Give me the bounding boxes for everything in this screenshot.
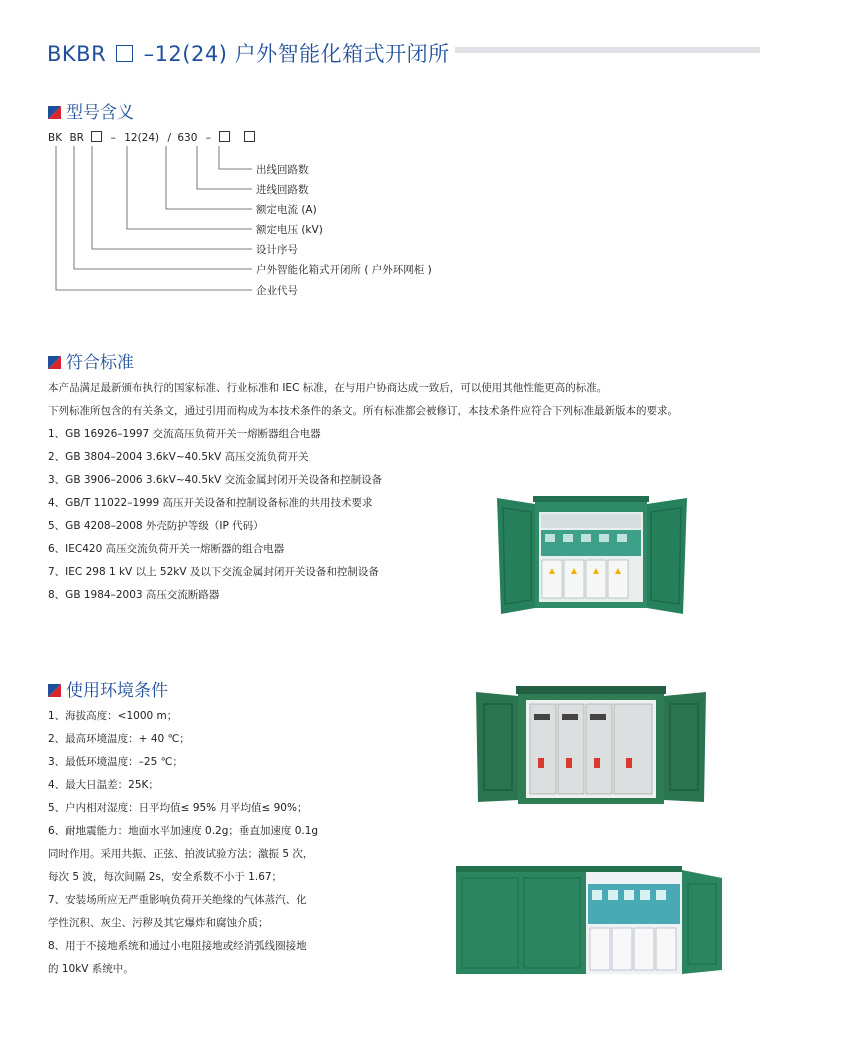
- standard-item: 7、IEC 298 1 kV 以上 52kV 及以下交流金属封闭开关设备和控制设备: [48, 566, 379, 578]
- standards-intro: 本产品满足最新颁布执行的国家标准、行业标准和 IEC 标准，在与用户协商达成一致后，可以使用其他性能更高的标准。: [48, 382, 608, 394]
- section-flag-icon: [48, 684, 61, 697]
- cabinet-photo-long: [456, 866, 724, 976]
- standard-item: 3、GB 3906–2006 3.6kV~40.5kV 交流金属封闭开关设备和控制设备: [48, 474, 383, 486]
- standard-item: 2、GB 3804–2004 3.6kV~40.5kV 高压交流负荷开关: [48, 451, 309, 463]
- env-line: 7、安装场所应无严重影响负荷开关绝缘的气体蒸汽、化: [48, 894, 307, 906]
- code-part: –: [110, 132, 116, 144]
- model-label: 设计序号: [256, 244, 298, 256]
- cabinet-photo-open-doors: [497, 490, 687, 616]
- title-suffix: –12(24) 户外智能化箱式开闭所: [143, 42, 450, 66]
- code-part: 12(24): [124, 132, 160, 144]
- section-heading-text: 型号含义: [66, 103, 134, 123]
- standard-item: 5、GB 4208–2008 外壳防护等级（IP 代码）: [48, 520, 264, 532]
- code-part: –: [205, 132, 212, 144]
- env-line: 的 10kV 系统中。: [48, 963, 134, 975]
- env-line: 学性沉积、灰尘、污秽及其它爆炸和腐蚀介质；: [48, 917, 269, 929]
- model-label: 企业代号: [256, 285, 298, 297]
- code-part: BR: [69, 132, 84, 144]
- code-part: BK: [48, 132, 63, 144]
- section-heading-standards: [48, 348, 134, 373]
- env-line: 同时作用。采用共振、正弦、拍波试验方法；激振 5 次，: [48, 848, 314, 860]
- cabinet-photo-switchgear: [476, 686, 706, 804]
- code-part: /: [167, 132, 172, 144]
- section-heading-text: 使用环境条件: [66, 681, 168, 701]
- standards-intro: 下列标准所包含的有关条文，通过引用而构成为本技术条件的条文。所有标准都会被修订，本技术条件应符合下列标准最新版本的要求。: [48, 405, 678, 417]
- env-line: 8、用于不接地系统和通过小电阻接地或经消弧线圈接地: [48, 940, 307, 952]
- model-label: 额定电流 (A): [256, 204, 317, 216]
- standard-item: 6、IEC420 高压交流负荷开关一熔断器的组合电器: [48, 543, 285, 555]
- title-prefix: BKBR: [47, 42, 107, 66]
- env-line: 2、最高环境温度：+ 40 ℃；: [48, 733, 190, 745]
- standard-item: 1、GB 16926–1997 交流高压负荷开关一熔断器组合电器: [48, 428, 321, 440]
- model-label: 户外智能化箱式开闭所 ( 户外环网柜 ): [256, 264, 432, 276]
- env-line: 每次 5 波，每次间隔 2s，安全系数不小于 1.67；: [48, 871, 283, 883]
- section-flag-icon: [48, 356, 61, 369]
- model-label: 进线回路数: [256, 184, 309, 196]
- env-line: 6、耐地震能力：地面水平加速度 0.2g；垂直加速度 0.1g: [48, 825, 319, 837]
- standard-item: 4、GB/T 11022–1999 高压开关设备和控制设备标准的共用技术要求: [48, 497, 373, 509]
- model-label: 出线回路数: [256, 164, 309, 176]
- model-label: 额定电压 (kV): [256, 224, 323, 236]
- env-line: 3、最低环境温度：–25 ℃；: [48, 756, 183, 768]
- section-heading-text: 符合标准: [66, 353, 134, 373]
- env-line: 5、户内相对湿度：日平均值≤ 95% 月平均值≤ 90%；: [48, 802, 308, 814]
- env-line: 1、海拔高度：<1000 m；: [48, 710, 178, 722]
- code-part: 630: [177, 132, 198, 144]
- env-line: 4、最大日温差：25K；: [48, 779, 159, 791]
- section-heading-environment: [48, 676, 168, 701]
- standard-item: 8、GB 1984–2003 高压交流断路器: [48, 589, 220, 601]
